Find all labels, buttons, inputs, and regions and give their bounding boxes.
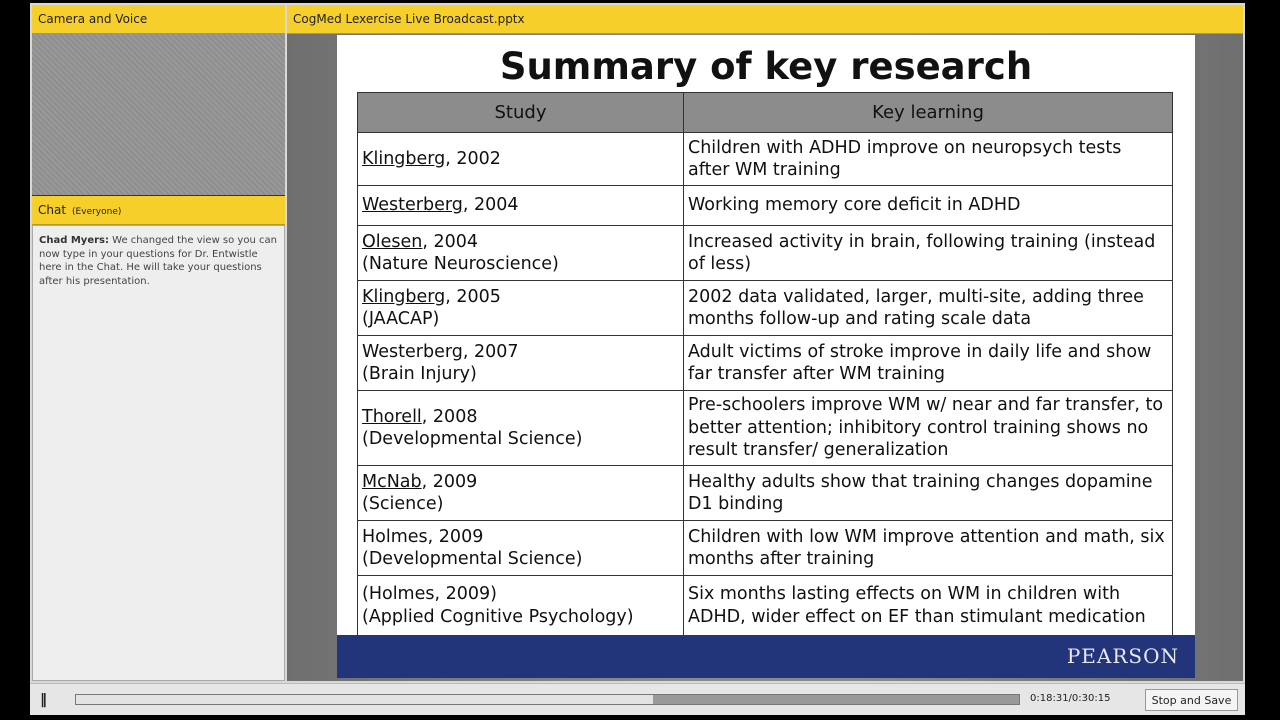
research-table bbox=[357, 92, 1173, 636]
study-cell bbox=[358, 576, 684, 636]
table-row bbox=[358, 391, 1173, 466]
study-cell bbox=[358, 391, 684, 466]
progress-fill bbox=[76, 695, 653, 704]
stop-and-save-button[interactable]: Stop and Save bbox=[1145, 689, 1238, 711]
study-cell bbox=[358, 186, 684, 226]
key-learning-cell: Six months lasting effects on WM in children with ADHD, wider effect on EF than stimulant medication bbox=[684, 576, 1173, 636]
study-cell bbox=[358, 226, 684, 281]
chat-title: Chat bbox=[38, 203, 67, 217]
study-journal: (Applied Cognitive Psychology) bbox=[362, 606, 634, 627]
study-journal: (Developmental Science) bbox=[362, 429, 583, 449]
study-year: , 2009 bbox=[421, 471, 478, 492]
study-author: (Holmes bbox=[362, 584, 435, 604]
slide bbox=[337, 35, 1195, 678]
slide-title: Summary of key research bbox=[499, 45, 1033, 88]
pearson-logo: PEARSON bbox=[1066, 644, 1179, 668]
study-author: Klingberg bbox=[362, 148, 446, 169]
study-journal: (Science) bbox=[362, 494, 444, 514]
key-learning-cell: Children with low WM improve attention and math, six months after training bbox=[684, 521, 1173, 576]
table-row bbox=[358, 336, 1173, 391]
study-cell bbox=[358, 521, 684, 576]
app-window bbox=[30, 3, 1245, 715]
study-journal: (Brain Injury) bbox=[362, 364, 477, 384]
study-year: , 2008 bbox=[421, 406, 478, 427]
study-cell bbox=[358, 336, 684, 391]
chat-scope[interactable]: (Everyone) bbox=[72, 207, 122, 217]
key-learning-cell: Children with ADHD improve on neuropsych tests after WM training bbox=[684, 133, 1173, 186]
chat-messages bbox=[32, 225, 285, 681]
study-year: , 2009) bbox=[434, 584, 497, 604]
study-journal: (Nature Neuroscience) bbox=[362, 254, 559, 274]
table-row bbox=[358, 281, 1173, 336]
study-year: , 2004 bbox=[422, 231, 479, 252]
table-row bbox=[358, 186, 1173, 226]
study-author: Olesen bbox=[362, 231, 423, 252]
table-row bbox=[358, 133, 1173, 186]
study-author: Westerberg bbox=[362, 341, 463, 362]
key-learning-cell: 2002 data validated, larger, multi-site, adding three months follow-up and rating scale data bbox=[684, 281, 1173, 336]
time-readout: 0:18:31/0:30:15 bbox=[1030, 693, 1111, 704]
chat-sender: Chad Myers: bbox=[39, 235, 109, 246]
study-journal: (JAACAP) bbox=[362, 309, 440, 329]
study-year: , 2009 bbox=[427, 526, 484, 547]
header-study: Study bbox=[358, 93, 684, 133]
slide-stage bbox=[287, 34, 1243, 681]
study-cell bbox=[358, 133, 684, 186]
study-year: , 2005 bbox=[445, 286, 501, 307]
key-learning-cell: Pre-schoolers improve WM w/ near and far transfer, to better attention; inhibitory control training shows no result transfer/ generalization bbox=[684, 391, 1173, 466]
study-journal: (Developmental Science) bbox=[362, 549, 583, 569]
key-learning-cell: Working memory core deficit in ADHD bbox=[684, 186, 1173, 226]
chat-message bbox=[39, 234, 278, 288]
study-cell bbox=[358, 466, 684, 521]
study-year: , 2007 bbox=[462, 341, 519, 362]
study-author: Klingberg bbox=[362, 286, 446, 307]
table-row bbox=[358, 576, 1173, 636]
study-author: Westerberg bbox=[362, 195, 463, 216]
study-cell bbox=[358, 281, 684, 336]
study-author: McNab bbox=[362, 471, 422, 492]
table-row bbox=[358, 521, 1173, 576]
pause-icon[interactable]: ‖ bbox=[40, 692, 47, 708]
study-author: Thorell bbox=[362, 406, 422, 427]
key-learning-cell: Increased activity in brain, following training (instead of less) bbox=[684, 226, 1173, 281]
study-author: Holmes bbox=[362, 526, 428, 547]
study-year: , 2002 bbox=[445, 148, 501, 169]
chat-text: We changed the view so you can now type in your questions for Dr. Entwistle here in the Chat. He will take your questions after his presentation. bbox=[39, 235, 277, 287]
key-learning-cell: Adult victims of stroke improve in daily life and show far transfer after WM training bbox=[684, 336, 1173, 391]
chat-panel-header bbox=[32, 196, 285, 225]
study-year: , 2004 bbox=[462, 195, 519, 216]
playback-bar bbox=[30, 683, 1245, 715]
header-key-learning: Key learning bbox=[684, 93, 1173, 133]
table-row bbox=[358, 226, 1173, 281]
camera-video-area bbox=[32, 34, 285, 196]
camera-panel-header: Camera and Voice bbox=[32, 5, 285, 34]
key-learning-cell: Healthy adults show that training changes dopamine D1 binding bbox=[684, 466, 1173, 521]
table-row bbox=[358, 466, 1173, 521]
progress-slider[interactable] bbox=[75, 694, 1020, 705]
slide-panel-header: CogMed Lexercise Live Broadcast.pptx bbox=[287, 5, 1243, 34]
footer-band bbox=[337, 635, 1195, 678]
